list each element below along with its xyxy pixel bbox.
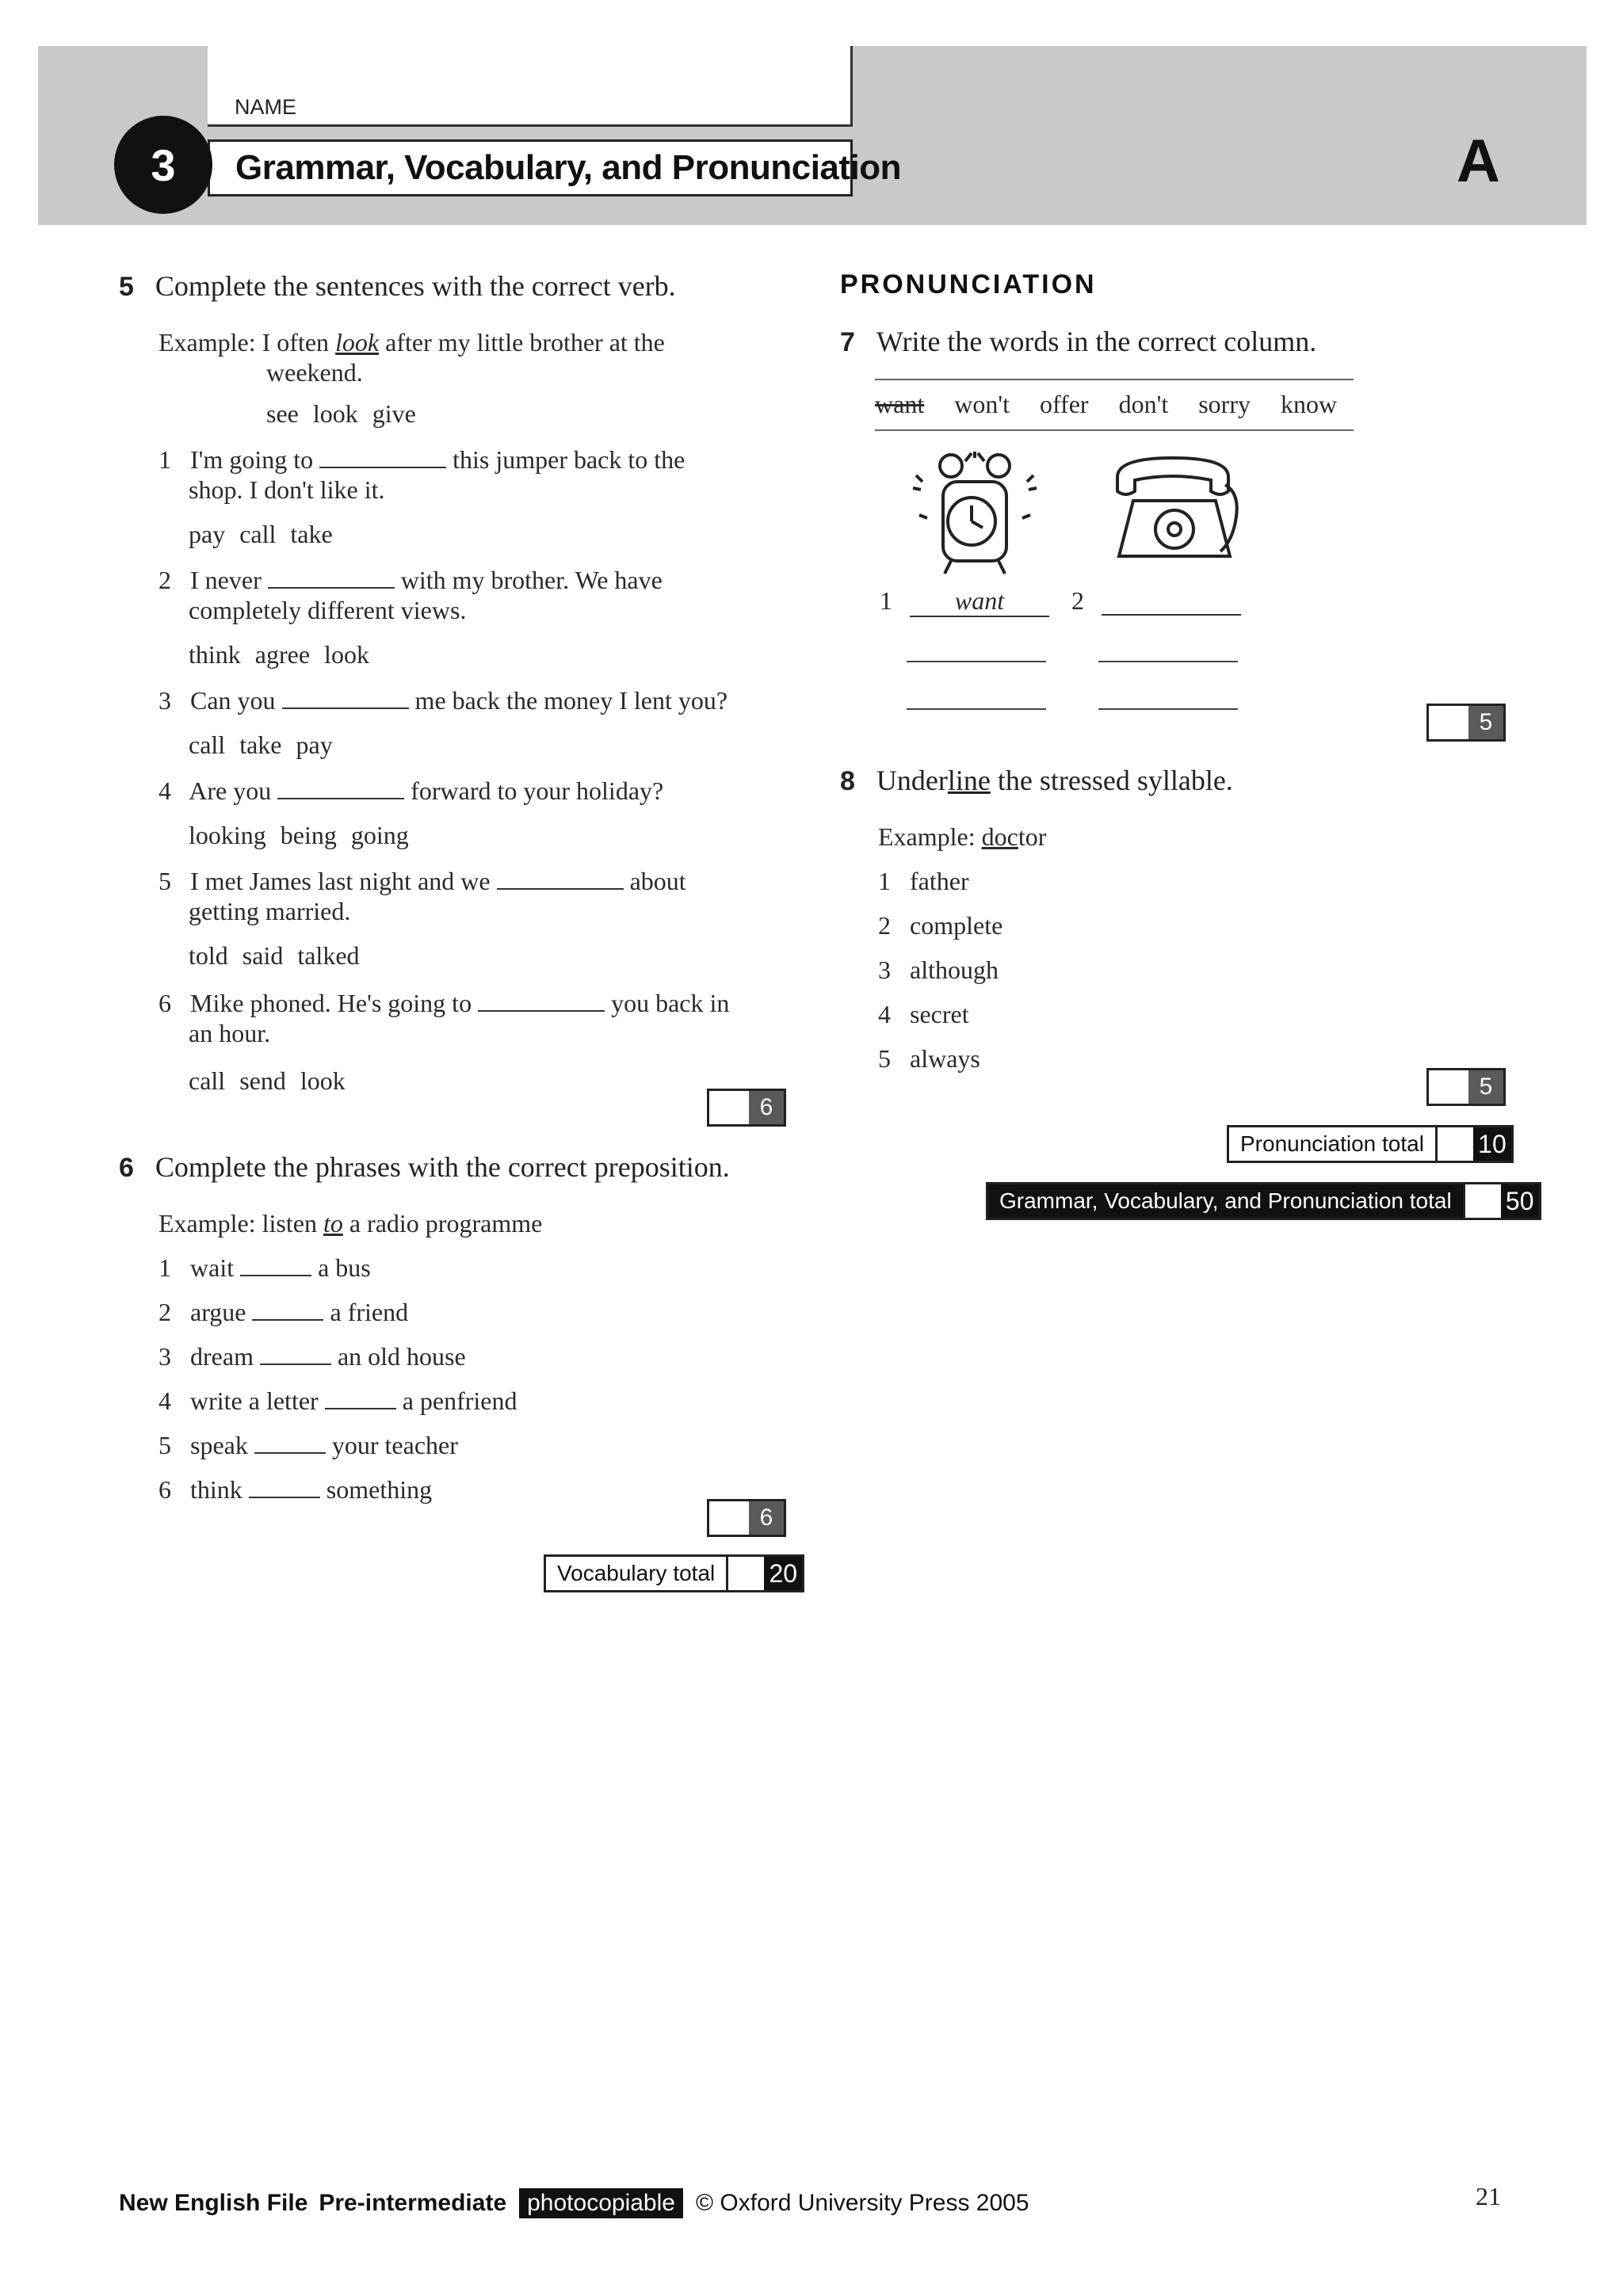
footer-level: Pre-intermediate <box>319 2190 507 2216</box>
answer-blank[interactable] <box>1102 592 1241 616</box>
item-word[interactable]: always <box>910 1044 980 1073</box>
q5-example-prefix: Example: I often <box>158 328 330 357</box>
q7-instruction: Write the words in the correct column. <box>876 326 1317 357</box>
q8-example-prefix: Example: <box>878 822 976 851</box>
q5-example-line2: weekend. <box>266 358 363 387</box>
item-options: call send look <box>189 1066 346 1095</box>
item-line2: shop. I don't like it. <box>189 475 385 504</box>
item-text-before: speak <box>190 1431 248 1459</box>
q8-heading <box>840 764 1233 797</box>
word-item: know <box>1280 390 1338 418</box>
answer-blank[interactable] <box>254 1432 326 1454</box>
q6-example-answer: to <box>323 1209 343 1238</box>
answer-line[interactable] <box>907 661 1046 662</box>
q7-number: 7 <box>840 327 855 357</box>
q5-heading <box>119 269 676 303</box>
q6-example-suffix: a radio programme <box>349 1209 543 1238</box>
q6-example-prefix: Example: listen <box>158 1209 317 1238</box>
footer-book: New English File <box>119 2190 308 2216</box>
item-text-after: forward to your holiday? <box>411 776 664 805</box>
item-options: think agree look <box>189 640 369 669</box>
answer-blank[interactable] <box>497 868 624 890</box>
q6-instruction: Complete the phrases with the correct preposition. <box>155 1151 730 1183</box>
item-text-after: your teacher <box>331 1431 458 1459</box>
photocopiable-badge: photocopiable <box>519 2188 683 2218</box>
q5-example-answer: look <box>335 328 380 357</box>
answer-line[interactable] <box>1098 661 1238 662</box>
q5-item <box>158 867 686 896</box>
score-max: 6 <box>749 1501 784 1535</box>
q5-item <box>158 445 685 475</box>
q5-item <box>158 566 663 595</box>
score-max: 6 <box>749 1091 784 1124</box>
item-line2: an hour. <box>189 1019 271 1047</box>
item-text-before: I'm going to <box>190 445 314 474</box>
item-number: 5 <box>878 1044 891 1073</box>
vocabulary-total-label: Vocabulary total <box>546 1557 726 1590</box>
word-item: don't <box>1118 390 1169 418</box>
q7-heading <box>840 325 1316 358</box>
item-number: 4 <box>158 1386 171 1415</box>
grand-total-value: 50 <box>1501 1184 1539 1218</box>
item-text-before: Are you <box>189 776 272 805</box>
answer-blank[interactable] <box>260 1343 331 1365</box>
word-item: offer <box>1039 390 1089 418</box>
q6-item <box>158 1253 371 1283</box>
footer <box>119 2188 1029 2218</box>
q5-score-box[interactable] <box>707 1089 786 1127</box>
column1-example: want <box>910 586 1049 617</box>
total-entry[interactable] <box>726 1557 764 1590</box>
item-options: call take pay <box>189 730 333 759</box>
grand-total-box[interactable] <box>986 1182 1541 1220</box>
item-line2: getting married. <box>189 897 351 925</box>
answer-blank[interactable] <box>325 1387 396 1409</box>
item-text-after: a bus <box>318 1253 371 1282</box>
answer-line[interactable] <box>1098 708 1238 710</box>
item-text-before: Mike phoned. He's going to <box>190 989 472 1017</box>
item-text-before: think <box>190 1475 242 1504</box>
q8-instruction-underlined: line <box>947 765 991 796</box>
total-entry[interactable] <box>1463 1184 1501 1218</box>
item-text-after: a penfriend <box>402 1386 517 1415</box>
item-number: 1 <box>158 445 171 474</box>
q8-example-suffix: tor <box>1018 822 1047 851</box>
column2-label <box>1071 586 1241 616</box>
q6-example <box>158 1209 542 1238</box>
q6-item <box>158 1342 466 1371</box>
item-text-before: Can you <box>190 686 276 715</box>
item-number: 1 <box>878 867 891 895</box>
q6-item <box>158 1298 408 1327</box>
word-item: sorry <box>1198 390 1251 418</box>
item-number: 5 <box>158 867 171 895</box>
item-options: looking being going <box>189 821 409 849</box>
q8-item[interactable] <box>878 955 999 985</box>
unit-number-badge: 3 <box>114 116 212 214</box>
item-text-before: I met James last night and we <box>190 867 491 895</box>
q6-number: 6 <box>119 1153 134 1183</box>
word-item: won't <box>954 390 1010 418</box>
q8-item[interactable] <box>878 1044 980 1074</box>
q5-number: 5 <box>119 272 134 302</box>
column2-number: 2 <box>1071 586 1084 615</box>
q5-example <box>158 328 665 357</box>
score-entry[interactable] <box>1429 1070 1468 1104</box>
answer-blank[interactable] <box>277 777 404 799</box>
item-text-after: me back the money I lent you? <box>414 686 728 715</box>
item-number: 3 <box>158 686 171 715</box>
q5-example-suffix: after my little brother at the <box>385 328 665 357</box>
q7-word-list <box>875 390 1361 419</box>
item-line2: completely different views. <box>189 596 467 624</box>
item-text-after: with my brother. We have <box>400 566 663 594</box>
q5-item <box>158 776 663 806</box>
score-entry[interactable] <box>709 1091 749 1124</box>
q7-score-box[interactable] <box>1426 704 1506 742</box>
pronunciation-total-value: 10 <box>1473 1127 1511 1161</box>
q8-number: 8 <box>840 766 855 796</box>
q6-item <box>158 1386 517 1416</box>
pronunciation-total-box[interactable] <box>1227 1125 1514 1163</box>
item-number: 4 <box>878 1000 891 1028</box>
answer-blank[interactable] <box>319 446 446 468</box>
q8-example <box>878 822 1046 852</box>
item-options: told said talked <box>189 941 360 970</box>
item-number: 3 <box>878 955 891 984</box>
name-label: NAME <box>235 95 297 119</box>
item-text-after: an old house <box>337 1342 466 1371</box>
column1-label <box>880 586 1049 617</box>
alarm-clock-icon <box>903 452 1046 578</box>
item-number: 5 <box>158 1431 171 1459</box>
score-max: 5 <box>1468 1070 1503 1104</box>
item-number: 6 <box>158 989 171 1017</box>
column1-number: 1 <box>880 586 892 615</box>
word-item: want <box>875 390 925 418</box>
q5-instruction: Complete the sentences with the correct verb. <box>155 270 676 302</box>
answer-blank[interactable] <box>478 990 605 1012</box>
item-word[interactable]: complete <box>910 911 1003 940</box>
item-number: 3 <box>158 1342 171 1371</box>
score-entry[interactable] <box>709 1501 749 1535</box>
item-number: 4 <box>158 776 171 805</box>
item-number: 2 <box>158 1298 171 1326</box>
item-text-after: about <box>629 867 686 895</box>
item-number: 6 <box>158 1475 171 1504</box>
q6-heading <box>119 1150 730 1184</box>
item-text-after: this jumper back to the <box>453 445 685 474</box>
score-entry[interactable] <box>1429 706 1468 739</box>
vocabulary-total-box[interactable] <box>544 1554 804 1592</box>
item-text-before: write a letter <box>190 1386 319 1415</box>
item-word[interactable]: father <box>910 867 969 895</box>
answer-blank[interactable] <box>268 566 395 589</box>
item-number: 2 <box>878 911 891 940</box>
answer-blank[interactable] <box>282 687 409 709</box>
q5-example-options: see look give <box>266 399 416 428</box>
answer-blank[interactable] <box>249 1476 320 1498</box>
q8-item[interactable] <box>878 1000 969 1029</box>
pronunciation-total-label: Pronunciation total <box>1229 1127 1435 1161</box>
word-box-top-rule <box>875 379 1354 380</box>
q8-example-underlined: doc <box>981 822 1018 851</box>
footer-copyright: © Oxford University Press 2005 <box>695 2190 1029 2216</box>
q8-score-box[interactable] <box>1426 1068 1506 1106</box>
grand-total-label: Grammar, Vocabulary, and Pronunciation total <box>988 1184 1463 1218</box>
pronunciation-heading: PRONUNCIATION <box>840 269 1097 299</box>
q6-item <box>158 1475 432 1505</box>
q8-instruction-suffix: the stressed syllable. <box>997 765 1233 796</box>
item-word[interactable]: secret <box>910 1000 969 1028</box>
item-text-before: dream <box>190 1342 254 1371</box>
item-word[interactable]: although <box>910 955 999 984</box>
answer-blank[interactable] <box>252 1299 323 1321</box>
score-max: 5 <box>1468 706 1503 739</box>
item-text-after: something <box>326 1475 433 1504</box>
q6-item <box>158 1431 458 1460</box>
section-title: Grammar, Vocabulary, and Pronunciation <box>235 148 902 187</box>
vocabulary-total-value: 20 <box>764 1557 802 1590</box>
telephone-icon <box>1106 453 1241 572</box>
title-box <box>208 139 902 196</box>
q8-item[interactable] <box>878 867 969 896</box>
item-number: 2 <box>158 566 171 594</box>
q6-score-box[interactable] <box>707 1499 786 1537</box>
item-text-after: you back in <box>611 989 730 1017</box>
item-options: pay call take <box>189 520 333 548</box>
total-entry[interactable] <box>1435 1127 1473 1161</box>
item-text-before: I never <box>190 566 262 594</box>
version-letter: A <box>1457 128 1500 195</box>
q8-instruction-prefix: Under <box>876 765 948 796</box>
answer-blank[interactable] <box>240 1254 311 1276</box>
item-text-before: wait <box>190 1253 235 1282</box>
q8-item[interactable] <box>878 911 1002 940</box>
answer-line[interactable] <box>907 708 1046 710</box>
word-box-bottom-rule <box>875 429 1354 431</box>
item-text-after: a friend <box>330 1298 409 1326</box>
q5-item <box>158 989 729 1018</box>
page-number: 21 <box>1476 2182 1501 2210</box>
name-field[interactable] <box>208 46 853 127</box>
item-text-before: argue <box>190 1298 246 1326</box>
q5-item <box>158 686 727 715</box>
item-number: 1 <box>158 1253 171 1282</box>
